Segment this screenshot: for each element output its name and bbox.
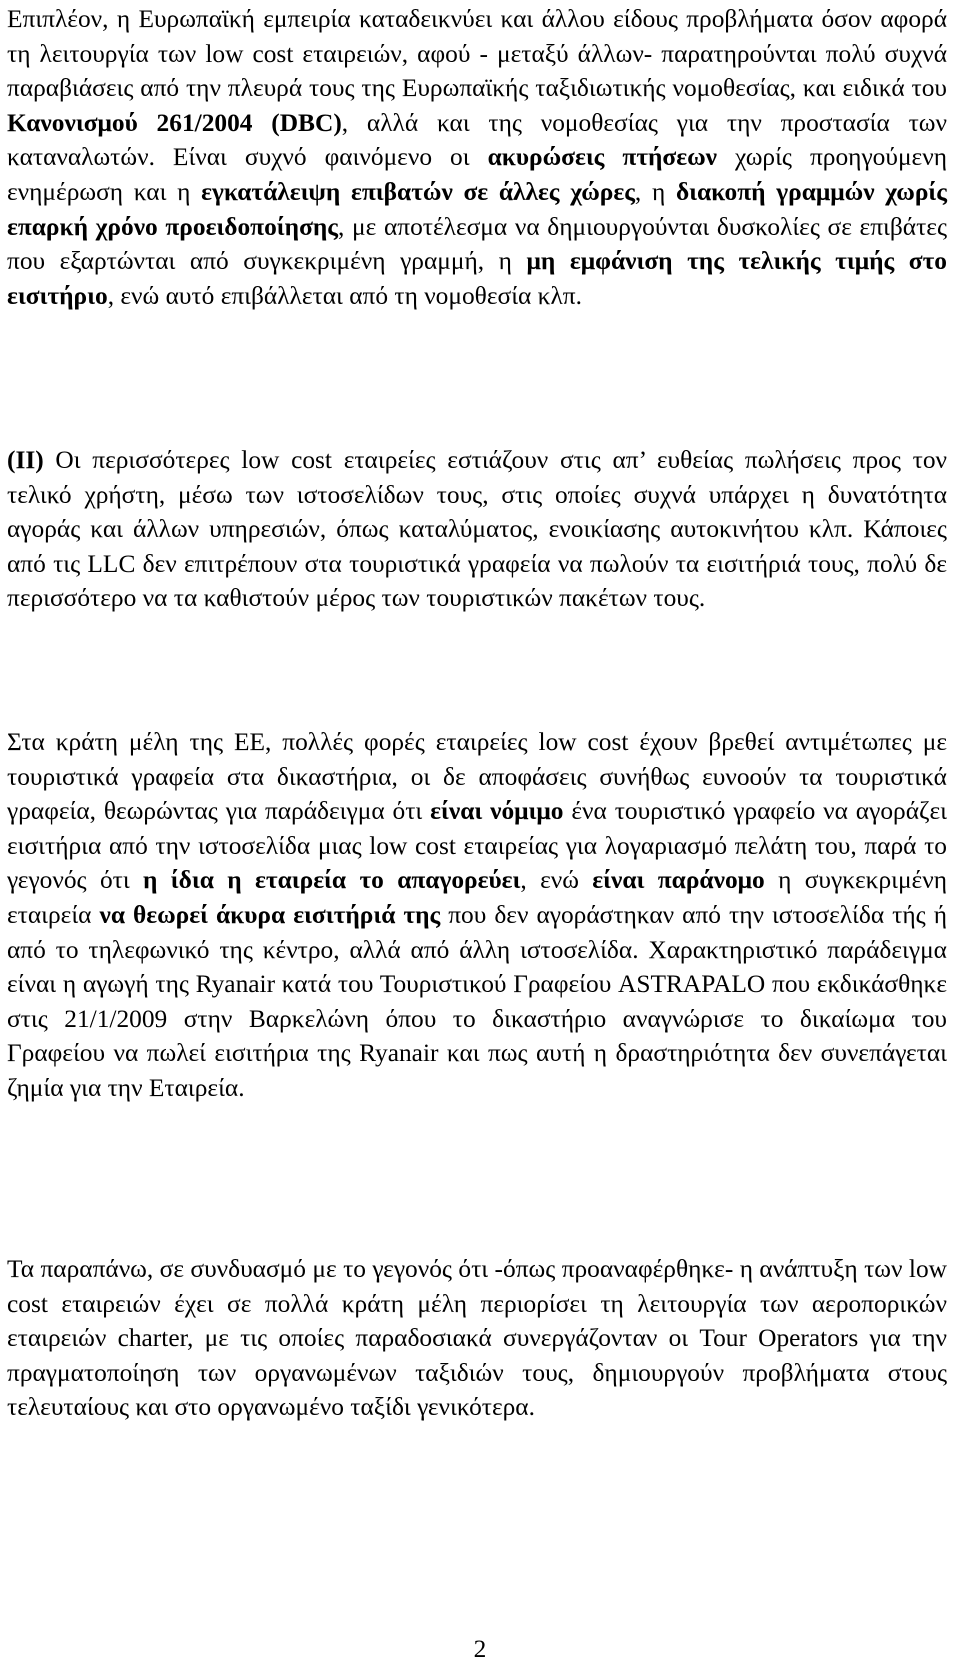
bold-text-segment: μη εμφάνιση της τελικής τιμής στο εισιτήριο [7, 247, 947, 310]
paragraph-2 [7, 443, 947, 616]
bold-text-segment: είναι νόμιμο [430, 797, 564, 826]
text-segment: που δεν αγοράστηκαν από την ιστοσελίδα τής ή από το τηλεφωνικό της κέντρο, αλλά από άλλη ιστοσελίδα. Χαρακτηριστικό παράδειγμα είναι η αγωγή της Ryanair κατά του Τουριστικού Γραφείου ASTRAPALO που εκδικάσθηκε στις 21/1/2009 στην Βαρκελώνη όπου το δικαστήριο αναγνώρισε το δικαίωμα του Γραφείου να πωλεί εισιτήρια της Ryanair και πως αυτή η δραστηριότητα δεν συνεπάγεται ζημία για την Εταιρεία. [7, 900, 947, 1102]
text-segment: χωρίς προηγούμενη ενημέρωση και η [7, 143, 947, 206]
text-segment: Επιπλέον, η Ευρωπαϊκή εμπειρία καταδεικνύει και άλλου είδους προβλήματα όσον αφορά τη λειτουργία των low cost εταιρειών, αφού - μεταξύ άλλων- παρατηρούνται πολύ συχνά παραβιάσεις από την πλευρά τους της Ευρωπαϊκής ταξιδιωτικής νομοθεσίας, και ειδικά του [7, 5, 947, 103]
text-segment: , η [634, 177, 676, 206]
text-segment: Στα κράτη μέλη της ΕΕ, πολλές φορές εταιρείες low cost έχουν βρεθεί αντιμέτωπες με τουριστικά γραφεία στα δικαστήρια, οι δε αποφάσεις συνήθως ευνοούν τα τουριστικά γραφεία, θεωρώντας για παράδειγμα ότι [7, 728, 947, 826]
bold-text-segment: να θεωρεί άκυρα εισιτήριά της [99, 900, 441, 929]
bold-text-segment: Κανονισμού 261/2004 (DBC) [7, 108, 342, 137]
text-segment: , ενώ αυτό επιβάλλεται από τη νομοθεσία κλπ. [107, 281, 582, 310]
bold-text-segment: η ίδια η εταιρεία το απαγορεύει [143, 866, 521, 895]
text-segment: Τα παραπάνω, σε συνδυασμό με το γεγονός ότι -όπως προαναφέρθηκε- η ανάπτυξη των low cost εταιρειών έχει σε πολλά κράτη μέλη περιορίσει τη λειτουργία των αεροπορικών εταιρειών charter, με τις οποίες παραδοσιακά συνεργάζονταν οι Tour Operators για την πραγματοποίηση των οργανωμένων ταξιδιών τους, δημιουργούν προβλήματα στους τελευταίους και στο οργανωμένο ταξίδι γενικότερα. [7, 1255, 947, 1422]
bold-text-segment: (ΙΙ) [7, 446, 44, 474]
bold-text-segment: εγκατάλειψη επιβατών σε άλλες χώρες [201, 177, 635, 206]
text-segment: η συγκεκριμένη εταιρεία [7, 866, 947, 929]
bold-text-segment: ακυρώσεις πτήσεων [487, 143, 717, 172]
paragraph-3 [7, 725, 947, 1106]
paragraph-1 [7, 2, 947, 313]
page-number: 2 [473, 1635, 487, 1663]
bold-text-segment: είναι παράνομο [592, 866, 765, 895]
text-segment: , ενώ [520, 866, 593, 895]
text-segment: , με αποτέλεσμα να δημιουργούνται δυσκολίες σε επιβάτες που εξαρτώνται από συγκεκριμένη γραμμή, η [7, 212, 947, 276]
text-segment: Οι περισσότερες low cost εταιρείες εστιάζουν στις απ’ ευθείας πωλήσεις προς τον τελικό χρήστη, μέσω των ιστοσελίδων τους, στις οποίες συχνά υπάρχει η δυνατότητα αγοράς και άλλων υπηρεσιών, όπως καταλύματος, ενοικίασης αυτοκινήτου κλπ. Κάποιες από τις LLC δεν επιτρέπουν στα τουριστικά γραφεία να πωλούν τα εισιτήριά τους, πολύ δε περισσότερο να τα καθιστούν μέρος των τουριστικών πακέτων τους. [7, 446, 947, 613]
text-segment: , αλλά και της νομοθεσίας για την προστασία των καταναλωτών. Είναι συχνό φαινόμενο οι [7, 108, 947, 172]
bold-text-segment: διακοπή γραμμών χωρίς επαρκή χρόνο προειδοποίησης [7, 177, 947, 241]
text-segment: ένα τουριστικό γραφείο να αγοράζει εισιτήρια από την ιστοσελίδα μιας low cost εταιρείας για λογαριασμό πελάτη του, παρά το γεγονός ότι [7, 797, 947, 895]
paragraph-4 [7, 1252, 947, 1425]
